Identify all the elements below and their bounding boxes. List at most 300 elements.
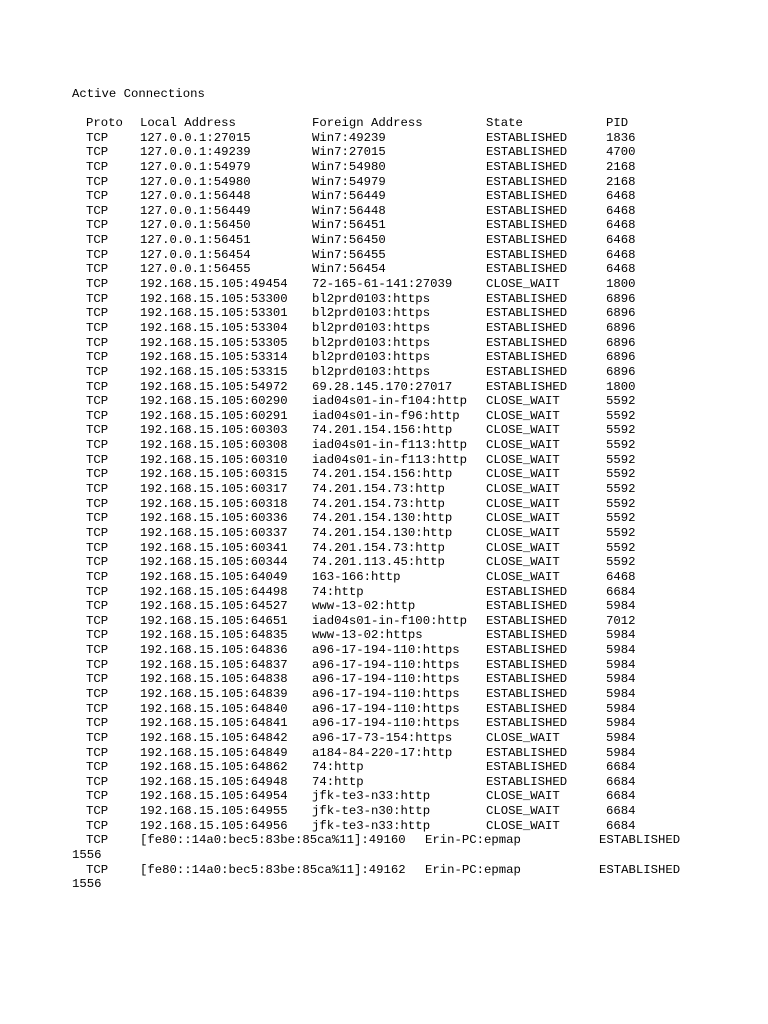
state-cell: ESTABLISHED xyxy=(486,247,568,262)
pid-cell: 5984 xyxy=(606,730,636,745)
local-address-cell: 127.0.0.1:54979 xyxy=(140,159,251,174)
table-row xyxy=(72,599,712,614)
local-address-cell: 192.168.15.105:60303 xyxy=(140,423,288,438)
foreign-address-cell: Win7:54979 xyxy=(312,174,386,189)
local-address-cell: 127.0.0.1:49239 xyxy=(140,145,251,160)
pid-cell: 6468 xyxy=(606,262,636,277)
proto-cell: TCP xyxy=(86,335,109,350)
pid-cell: 6468 xyxy=(606,247,636,262)
foreign-address-cell: iad04s01-in-f104:http xyxy=(312,394,467,409)
state-cell: CLOSE_WAIT xyxy=(486,467,560,482)
table-row xyxy=(72,175,712,190)
pid-cell: 5984 xyxy=(606,686,636,701)
pid-cell: 5592 xyxy=(606,482,636,497)
pid-cell: 1556 xyxy=(72,848,102,863)
local-address-cell: 127.0.0.1:56454 xyxy=(140,247,251,262)
foreign-address-cell: iad04s01-in-f100:http xyxy=(312,613,467,628)
proto-cell: TCP xyxy=(86,350,109,365)
foreign-address-cell: 74.201.113.45:http xyxy=(312,555,445,570)
state-cell: ESTABLISHED xyxy=(599,833,681,848)
table-row xyxy=(72,160,712,175)
foreign-address-cell: a96-17-194-110:https xyxy=(312,686,460,701)
state-cell: ESTABLISHED xyxy=(486,745,568,760)
local-address-cell: [fe80::14a0:bec5:83be:85ca%11]:49162 xyxy=(140,862,406,877)
pid-cell: 6684 xyxy=(606,760,636,775)
table-row xyxy=(72,365,712,380)
pid-cell: 5984 xyxy=(606,643,636,658)
table-row xyxy=(72,321,712,336)
local-address-cell: 192.168.15.105:60337 xyxy=(140,525,288,540)
header-proto: Proto xyxy=(86,116,123,130)
pid-cell: 5592 xyxy=(606,438,636,453)
foreign-address-cell: a96-17-73-154:https xyxy=(312,730,453,745)
pid-cell: 5984 xyxy=(606,599,636,614)
state-cell: ESTABLISHED xyxy=(486,320,568,335)
local-address-cell: 127.0.0.1:56450 xyxy=(140,218,251,233)
local-address-cell: 127.0.0.1:56448 xyxy=(140,189,251,204)
proto-cell: TCP xyxy=(86,657,109,672)
local-address-cell: 192.168.15.105:60317 xyxy=(140,482,288,497)
pid-cell: 2168 xyxy=(606,159,636,174)
proto-cell: TCP xyxy=(86,408,109,423)
table-row xyxy=(72,541,712,556)
foreign-address-cell: 74.201.154.130:http xyxy=(312,511,453,526)
foreign-address-cell: 74:http xyxy=(312,760,364,775)
foreign-address-cell: 74.201.154.73:http xyxy=(312,496,445,511)
table-row xyxy=(72,423,712,438)
wrapped-rows xyxy=(72,833,712,892)
proto-cell: TCP xyxy=(86,379,109,394)
local-address-cell: 192.168.15.105:64651 xyxy=(140,613,288,628)
table-row xyxy=(72,570,712,585)
table-header xyxy=(72,116,712,131)
local-address-cell: 192.168.15.105:64849 xyxy=(140,745,288,760)
pid-cell: 5592 xyxy=(606,408,636,423)
proto-cell: TCP xyxy=(86,438,109,453)
proto-cell: TCP xyxy=(86,643,109,658)
table-row xyxy=(72,614,712,629)
state-cell: CLOSE_WAIT xyxy=(486,423,560,438)
pid-cell: 5592 xyxy=(606,423,636,438)
pid-cell: 4700 xyxy=(606,145,636,160)
table-row xyxy=(72,585,712,600)
state-cell: ESTABLISHED xyxy=(486,701,568,716)
table-row-wrapped xyxy=(72,863,712,892)
local-address-cell: 192.168.15.105:53315 xyxy=(140,364,288,379)
proto-cell: TCP xyxy=(86,277,109,292)
table-row xyxy=(72,775,712,790)
table-row-wrapped xyxy=(72,833,712,862)
local-address-cell: 127.0.0.1:54980 xyxy=(140,174,251,189)
state-cell: ESTABLISHED xyxy=(486,599,568,614)
state-cell: CLOSE_WAIT xyxy=(486,569,560,584)
local-address-cell: 192.168.15.105:60290 xyxy=(140,394,288,409)
state-cell: ESTABLISHED xyxy=(486,628,568,643)
foreign-address-cell: 69.28.145.170:27017 xyxy=(312,379,453,394)
proto-cell: TCP xyxy=(86,189,109,204)
proto-cell: TCP xyxy=(86,716,109,731)
local-address-cell: 192.168.15.105:53305 xyxy=(140,335,288,350)
state-cell: ESTABLISHED xyxy=(486,262,568,277)
foreign-address-cell: 74.201.154.130:http xyxy=(312,525,453,540)
proto-cell: TCP xyxy=(86,833,109,848)
local-address-cell: 127.0.0.1:56451 xyxy=(140,233,251,248)
proto-cell: TCP xyxy=(86,599,109,614)
pid-cell: 1800 xyxy=(606,379,636,394)
pid-cell: 6896 xyxy=(606,350,636,365)
pid-cell: 5984 xyxy=(606,657,636,672)
state-cell: ESTABLISHED xyxy=(486,584,568,599)
foreign-address-cell: 163-166:http xyxy=(312,569,401,584)
foreign-address-cell: Win7:56448 xyxy=(312,203,386,218)
proto-cell: TCP xyxy=(86,247,109,262)
state-cell: ESTABLISHED xyxy=(486,189,568,204)
foreign-address-cell: Win7:56454 xyxy=(312,262,386,277)
foreign-address-cell: www-13-02:http xyxy=(312,599,416,614)
local-address-cell: [fe80::14a0:bec5:83be:85ca%11]:49160 xyxy=(140,833,406,848)
local-address-cell: 192.168.15.105:64841 xyxy=(140,716,288,731)
local-address-cell: 127.0.0.1:56455 xyxy=(140,262,251,277)
foreign-address-cell: bl2prd0103:https xyxy=(312,306,431,321)
table-row xyxy=(72,336,712,351)
proto-cell: TCP xyxy=(86,306,109,321)
local-address-cell: 192.168.15.105:64049 xyxy=(140,569,288,584)
state-cell: CLOSE_WAIT xyxy=(486,818,560,833)
local-address-cell: 192.168.15.105:64836 xyxy=(140,643,288,658)
foreign-address-cell: Win7:56449 xyxy=(312,189,386,204)
local-address-cell: 192.168.15.105:60344 xyxy=(140,555,288,570)
state-cell: ESTABLISHED xyxy=(486,613,568,628)
table-row xyxy=(72,233,712,248)
foreign-address-cell: 74:http xyxy=(312,584,364,599)
local-address-cell: 192.168.15.105:64842 xyxy=(140,730,288,745)
state-cell: ESTABLISHED xyxy=(486,291,568,306)
state-cell: ESTABLISHED xyxy=(486,159,568,174)
local-address-cell: 192.168.15.105:64498 xyxy=(140,584,288,599)
foreign-address-cell: 74:http xyxy=(312,774,364,789)
foreign-address-cell: Win7:54980 xyxy=(312,159,386,174)
pid-cell: 6896 xyxy=(606,291,636,306)
foreign-address-cell: a96-17-194-110:https xyxy=(312,716,460,731)
table-row xyxy=(72,482,712,497)
local-address-cell: 192.168.15.105:64527 xyxy=(140,599,288,614)
state-cell: ESTABLISHED xyxy=(486,657,568,672)
state-cell: ESTABLISHED xyxy=(486,364,568,379)
foreign-address-cell: jfk-te3-n30:http xyxy=(312,804,431,819)
proto-cell: TCP xyxy=(86,203,109,218)
state-cell: ESTABLISHED xyxy=(486,760,568,775)
table-row xyxy=(72,746,712,761)
proto-cell: TCP xyxy=(86,804,109,819)
header-foreign-address: Foreign Address xyxy=(312,116,423,130)
pid-cell: 5592 xyxy=(606,452,636,467)
local-address-cell: 192.168.15.105:60341 xyxy=(140,540,288,555)
table-row xyxy=(72,306,712,321)
foreign-address-cell: Win7:56451 xyxy=(312,218,386,233)
proto-cell: TCP xyxy=(86,774,109,789)
foreign-address-cell: iad04s01-in-f113:http xyxy=(312,438,467,453)
table-row xyxy=(72,716,712,731)
pid-cell: 5592 xyxy=(606,496,636,511)
proto-cell: TCP xyxy=(86,584,109,599)
proto-cell: TCP xyxy=(86,467,109,482)
foreign-address-cell: 74.201.154.73:http xyxy=(312,540,445,555)
pid-cell: 5984 xyxy=(606,745,636,760)
state-cell: ESTABLISHED xyxy=(486,350,568,365)
proto-cell: TCP xyxy=(86,452,109,467)
foreign-address-cell: bl2prd0103:https xyxy=(312,364,431,379)
table-row xyxy=(72,526,712,541)
foreign-address-cell: bl2prd0103:https xyxy=(312,291,431,306)
proto-cell: TCP xyxy=(86,789,109,804)
foreign-address-cell: iad04s01-in-f113:http xyxy=(312,452,467,467)
table-row xyxy=(72,672,712,687)
proto-cell: TCP xyxy=(86,745,109,760)
proto-cell: TCP xyxy=(86,672,109,687)
state-cell: ESTABLISHED xyxy=(486,203,568,218)
proto-cell: TCP xyxy=(86,394,109,409)
table-row xyxy=(72,511,712,526)
header-state: State xyxy=(486,116,523,130)
pid-cell: 6468 xyxy=(606,203,636,218)
table-row xyxy=(72,760,712,775)
local-address-cell: 127.0.0.1:56449 xyxy=(140,203,251,218)
pid-cell: 1836 xyxy=(606,130,636,145)
local-address-cell: 192.168.15.105:60336 xyxy=(140,511,288,526)
table-row xyxy=(72,204,712,219)
table-body xyxy=(72,131,712,834)
foreign-address-cell: Win7:56455 xyxy=(312,247,386,262)
state-cell: ESTABLISHED xyxy=(486,335,568,350)
table-row xyxy=(72,292,712,307)
proto-cell: TCP xyxy=(86,145,109,160)
table-row xyxy=(72,702,712,717)
pid-cell: 6684 xyxy=(606,818,636,833)
table-row xyxy=(72,438,712,453)
pid-cell: 5984 xyxy=(606,672,636,687)
foreign-address-cell: Win7:27015 xyxy=(312,145,386,160)
foreign-address-cell: a184-84-220-17:http xyxy=(312,745,453,760)
table-row xyxy=(72,409,712,424)
proto-cell: TCP xyxy=(86,569,109,584)
table-row xyxy=(72,467,712,482)
pid-cell: 6468 xyxy=(606,218,636,233)
proto-cell: TCP xyxy=(86,291,109,306)
local-address-cell: 192.168.15.105:64948 xyxy=(140,774,288,789)
state-cell: CLOSE_WAIT xyxy=(486,394,560,409)
pid-cell: 5592 xyxy=(606,525,636,540)
foreign-address-cell: Win7:56450 xyxy=(312,233,386,248)
pid-cell: 6684 xyxy=(606,584,636,599)
local-address-cell: 192.168.15.105:54972 xyxy=(140,379,288,394)
state-cell: ESTABLISHED xyxy=(486,379,568,394)
table-row xyxy=(72,218,712,233)
foreign-address-cell: Win7:49239 xyxy=(312,130,386,145)
pid-cell: 6896 xyxy=(606,335,636,350)
state-cell: ESTABLISHED xyxy=(486,218,568,233)
foreign-address-cell: Erin-PC:epmap xyxy=(425,833,521,848)
state-cell: CLOSE_WAIT xyxy=(486,511,560,526)
proto-cell: TCP xyxy=(86,233,109,248)
local-address-cell: 192.168.15.105:64955 xyxy=(140,804,288,819)
proto-cell: TCP xyxy=(86,686,109,701)
proto-cell: TCP xyxy=(86,364,109,379)
foreign-address-cell: a96-17-194-110:https xyxy=(312,701,460,716)
proto-cell: TCP xyxy=(86,482,109,497)
table-row xyxy=(72,658,712,673)
state-cell: ESTABLISHED xyxy=(486,233,568,248)
pid-cell: 5984 xyxy=(606,628,636,643)
proto-cell: TCP xyxy=(86,159,109,174)
pid-cell: 1800 xyxy=(606,277,636,292)
foreign-address-cell: Erin-PC:epmap xyxy=(425,862,521,877)
foreign-address-cell: a96-17-194-110:https xyxy=(312,672,460,687)
pid-cell: 6896 xyxy=(606,320,636,335)
header-pid: PID xyxy=(606,116,629,130)
foreign-address-cell: 74.201.154.156:http xyxy=(312,467,453,482)
pid-cell: 5592 xyxy=(606,394,636,409)
pid-cell: 5984 xyxy=(606,716,636,731)
foreign-address-cell: www-13-02:https xyxy=(312,628,423,643)
foreign-address-cell: jfk-te3-n33:http xyxy=(312,818,431,833)
proto-cell: TCP xyxy=(86,262,109,277)
pid-cell: 5592 xyxy=(606,540,636,555)
state-cell: ESTABLISHED xyxy=(486,672,568,687)
proto-cell: TCP xyxy=(86,174,109,189)
table-row xyxy=(72,789,712,804)
pid-cell: 2168 xyxy=(606,174,636,189)
local-address-cell: 127.0.0.1:27015 xyxy=(140,130,251,145)
table-row xyxy=(72,731,712,746)
foreign-address-cell: jfk-te3-n33:http xyxy=(312,789,431,804)
table-row xyxy=(72,262,712,277)
pid-cell: 6896 xyxy=(606,364,636,379)
proto-cell: TCP xyxy=(86,320,109,335)
proto-cell: TCP xyxy=(86,730,109,745)
local-address-cell: 192.168.15.105:49454 xyxy=(140,277,288,292)
local-address-cell: 192.168.15.105:64840 xyxy=(140,701,288,716)
state-cell: CLOSE_WAIT xyxy=(486,496,560,511)
proto-cell: TCP xyxy=(86,540,109,555)
state-cell: CLOSE_WAIT xyxy=(486,408,560,423)
pid-cell: 6468 xyxy=(606,189,636,204)
local-address-cell: 192.168.15.105:64838 xyxy=(140,672,288,687)
foreign-address-cell: a96-17-194-110:https xyxy=(312,643,460,658)
local-address-cell: 192.168.15.105:53314 xyxy=(140,350,288,365)
pid-cell: 7012 xyxy=(606,613,636,628)
pid-cell: 6468 xyxy=(606,569,636,584)
page-title: Active Connections xyxy=(72,87,205,101)
proto-cell: TCP xyxy=(86,218,109,233)
table-row xyxy=(72,131,712,146)
state-cell: ESTABLISHED xyxy=(486,686,568,701)
state-cell: CLOSE_WAIT xyxy=(486,555,560,570)
header-local-address: Local Address xyxy=(140,116,236,130)
foreign-address-cell: bl2prd0103:https xyxy=(312,350,431,365)
state-cell: CLOSE_WAIT xyxy=(486,804,560,819)
foreign-address-cell: 74.201.154.156:http xyxy=(312,423,453,438)
local-address-cell: 192.168.15.105:64954 xyxy=(140,789,288,804)
local-address-cell: 192.168.15.105:64862 xyxy=(140,760,288,775)
local-address-cell: 192.168.15.105:64837 xyxy=(140,657,288,672)
proto-cell: TCP xyxy=(86,555,109,570)
state-cell: ESTABLISHED xyxy=(599,862,681,877)
pid-cell: 5592 xyxy=(606,555,636,570)
foreign-address-cell: 72-165-61-141:27039 xyxy=(312,277,453,292)
foreign-address-cell: bl2prd0103:https xyxy=(312,335,431,350)
table-row xyxy=(72,145,712,160)
pid-cell: 6896 xyxy=(606,306,636,321)
state-cell: ESTABLISHED xyxy=(486,716,568,731)
pid-cell: 5592 xyxy=(606,511,636,526)
state-cell: CLOSE_WAIT xyxy=(486,438,560,453)
table-row xyxy=(72,497,712,512)
table-row xyxy=(72,277,712,292)
table-row xyxy=(72,687,712,702)
state-cell: ESTABLISHED xyxy=(486,643,568,658)
state-cell: CLOSE_WAIT xyxy=(486,452,560,467)
table-row xyxy=(72,555,712,570)
pid-cell: 6684 xyxy=(606,804,636,819)
local-address-cell: 192.168.15.105:60315 xyxy=(140,467,288,482)
local-address-cell: 192.168.15.105:60308 xyxy=(140,438,288,453)
foreign-address-cell: 74.201.154.73:http xyxy=(312,482,445,497)
table-row xyxy=(72,189,712,204)
table-row xyxy=(72,380,712,395)
local-address-cell: 192.168.15.105:53301 xyxy=(140,306,288,321)
table-row xyxy=(72,804,712,819)
table-row xyxy=(72,643,712,658)
state-cell: CLOSE_WAIT xyxy=(486,482,560,497)
table-row xyxy=(72,350,712,365)
proto-cell: TCP xyxy=(86,130,109,145)
pid-cell: 6684 xyxy=(606,789,636,804)
pid-cell: 6684 xyxy=(606,774,636,789)
state-cell: CLOSE_WAIT xyxy=(486,525,560,540)
local-address-cell: 192.168.15.105:60318 xyxy=(140,496,288,511)
foreign-address-cell: iad04s01-in-f96:http xyxy=(312,408,460,423)
connections-table xyxy=(72,116,712,892)
proto-cell: TCP xyxy=(86,511,109,526)
foreign-address-cell: a96-17-194-110:https xyxy=(312,657,460,672)
proto-cell: TCP xyxy=(86,862,109,877)
table-row xyxy=(72,394,712,409)
state-cell: CLOSE_WAIT xyxy=(486,540,560,555)
pid-cell: 1556 xyxy=(72,877,102,892)
state-cell: ESTABLISHED xyxy=(486,130,568,145)
state-cell: ESTABLISHED xyxy=(486,774,568,789)
table-row xyxy=(72,248,712,263)
local-address-cell: 192.168.15.105:60291 xyxy=(140,408,288,423)
pid-cell: 5592 xyxy=(606,467,636,482)
proto-cell: TCP xyxy=(86,628,109,643)
proto-cell: TCP xyxy=(86,760,109,775)
state-cell: ESTABLISHED xyxy=(486,174,568,189)
table-row xyxy=(72,819,712,834)
local-address-cell: 192.168.15.105:53300 xyxy=(140,291,288,306)
proto-cell: TCP xyxy=(86,496,109,511)
local-address-cell: 192.168.15.105:53304 xyxy=(140,320,288,335)
table-row xyxy=(72,628,712,643)
local-address-cell: 192.168.15.105:60310 xyxy=(140,452,288,467)
local-address-cell: 192.168.15.105:64835 xyxy=(140,628,288,643)
state-cell: CLOSE_WAIT xyxy=(486,277,560,292)
pid-cell: 5984 xyxy=(606,701,636,716)
proto-cell: TCP xyxy=(86,525,109,540)
local-address-cell: 192.168.15.105:64956 xyxy=(140,818,288,833)
pid-cell: 6468 xyxy=(606,233,636,248)
state-cell: CLOSE_WAIT xyxy=(486,730,560,745)
